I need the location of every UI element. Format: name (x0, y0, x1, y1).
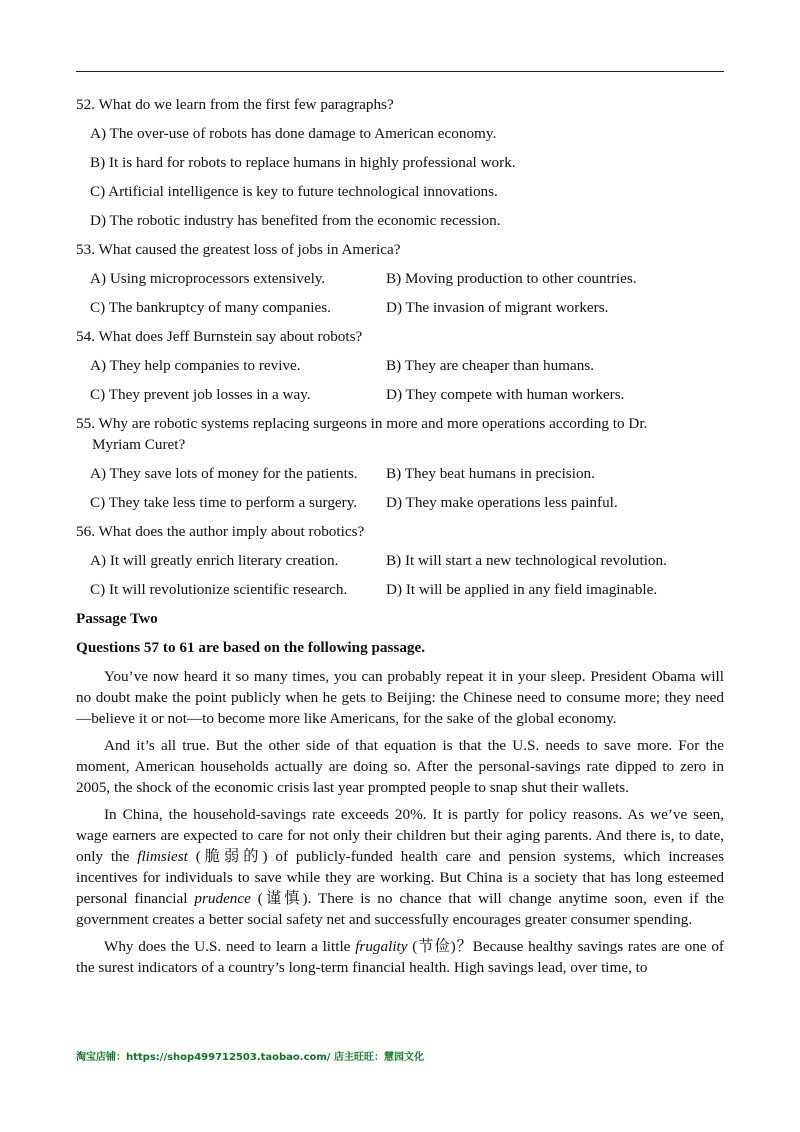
passage-instruction: Questions 57 to 61 are based on the following passage. (76, 639, 426, 656)
option-b: B) It is hard for robots to replace humans in highly professional work. (90, 154, 516, 171)
italic-term: frugality (355, 938, 408, 955)
passage-paragraph-3 (76, 804, 724, 930)
italic-term: flimsiest (137, 848, 188, 865)
text-segment: Why does the U.S. need to learn a little (104, 938, 356, 955)
option-row (76, 268, 724, 289)
option-a: A) The over-use of robots has done damage to American economy. (90, 125, 497, 142)
option-row (76, 550, 724, 571)
passage-paragraph-4 (76, 936, 724, 978)
option-a: A) It will greatly enrich literary creation. (90, 552, 339, 569)
text-segment: (谨慎). There is no chance that will change anytime soon, even if the government creates a better social safety net and successfully encourages greater consumer spending. (76, 890, 724, 928)
option-c: C) They take less time to perform a surgery. (90, 494, 358, 511)
question-54 (76, 326, 724, 405)
question-stem: 52. What do we learn from the first few paragraphs? (76, 96, 394, 113)
option-row (76, 579, 724, 600)
question-stem: 53. What caused the greatest loss of jobs in America? (76, 241, 401, 258)
footer-shop-info: 淘宝店铺：https://shop499712503.taobao.com/ 店主旺旺：慧园文化 (76, 1052, 424, 1063)
passage-title: Passage Two (76, 610, 158, 627)
option-d: D) The invasion of migrant workers. (386, 299, 609, 316)
option-row (76, 463, 724, 484)
option-c: C) They prevent job losses in a way. (90, 386, 311, 403)
option-c: C) The bankruptcy of many companies. (90, 299, 331, 316)
option-a: A) They save lots of money for the patients. (90, 465, 358, 482)
passage-paragraph-1: You’ve now heard it so many times, you can probably repeat it in your sleep. President Obama will no doubt make the point publicly when he gets to Beijing: the Chinese need to consume more; they need—believe it or not—to become more like Americans, for the sake of the global economy. (76, 668, 724, 727)
option-a: A) Using microprocessors extensively. (90, 270, 326, 287)
question-55 (76, 413, 724, 513)
option-b: B) It will start a new technological revolution. (386, 552, 667, 569)
option-b: B) They beat humans in precision. (386, 465, 595, 482)
question-52 (76, 94, 724, 231)
header-rule (76, 71, 724, 72)
option-d: D) The robotic industry has benefited from the economic recession. (90, 212, 501, 229)
question-stem (76, 413, 724, 455)
option-row (76, 384, 724, 405)
passage-paragraph-2: And it’s all true. But the other side of that equation is that the U.S. needs to save more. For the moment, American households actually are doing so. After the personal-savings rate dipped to zero in 2005, the shock of the economic crisis last year prompted people to snap shut their wallets. (76, 737, 724, 796)
question-stem: 56. What does the author imply about robotics? (76, 523, 365, 540)
option-a: A) They help companies to revive. (90, 357, 301, 374)
option-row (76, 297, 724, 318)
text-segment: (节俭)？Because healthy savings rates are one of the surest indicators of a country’s long-term financial health. High savings lead, over time, to (76, 938, 724, 976)
document-body (76, 94, 724, 984)
option-row (76, 355, 724, 376)
question-stem: 54. What does Jeff Burnstein say about robots? (76, 328, 363, 345)
option-b: B) Moving production to other countries. (386, 270, 637, 287)
question-53 (76, 239, 724, 318)
question-stem-line1: 55. Why are robotic systems replacing surgeons in more and more operations according to Dr. (76, 415, 648, 432)
option-c: C) It will revolutionize scientific research. (90, 581, 348, 598)
question-56 (76, 521, 724, 600)
italic-term: prudence (194, 890, 251, 907)
option-d: D) They make operations less painful. (386, 494, 618, 511)
option-d: D) They compete with human workers. (386, 386, 625, 403)
option-b: B) They are cheaper than humans. (386, 357, 595, 374)
question-stem-line2: Myriam Curet? (92, 436, 186, 453)
option-c: C) Artificial intelligence is key to future technological innovations. (90, 183, 498, 200)
text-segment: (脆弱的) of publicly-funded health care and pension systems, which increases incentives for individuals to save while they are working. But China is a society that has long esteemed personal financial (76, 848, 724, 907)
option-d: D) It will be applied in any field imaginable. (386, 581, 658, 598)
option-row (76, 492, 724, 513)
text-segment: In China, the household-savings rate exceeds 20%. It is partly for policy reasons. As we’ve seen, wage earners are expected to care for not only their children but their aging parents. And there is, to date, only the (76, 806, 724, 865)
